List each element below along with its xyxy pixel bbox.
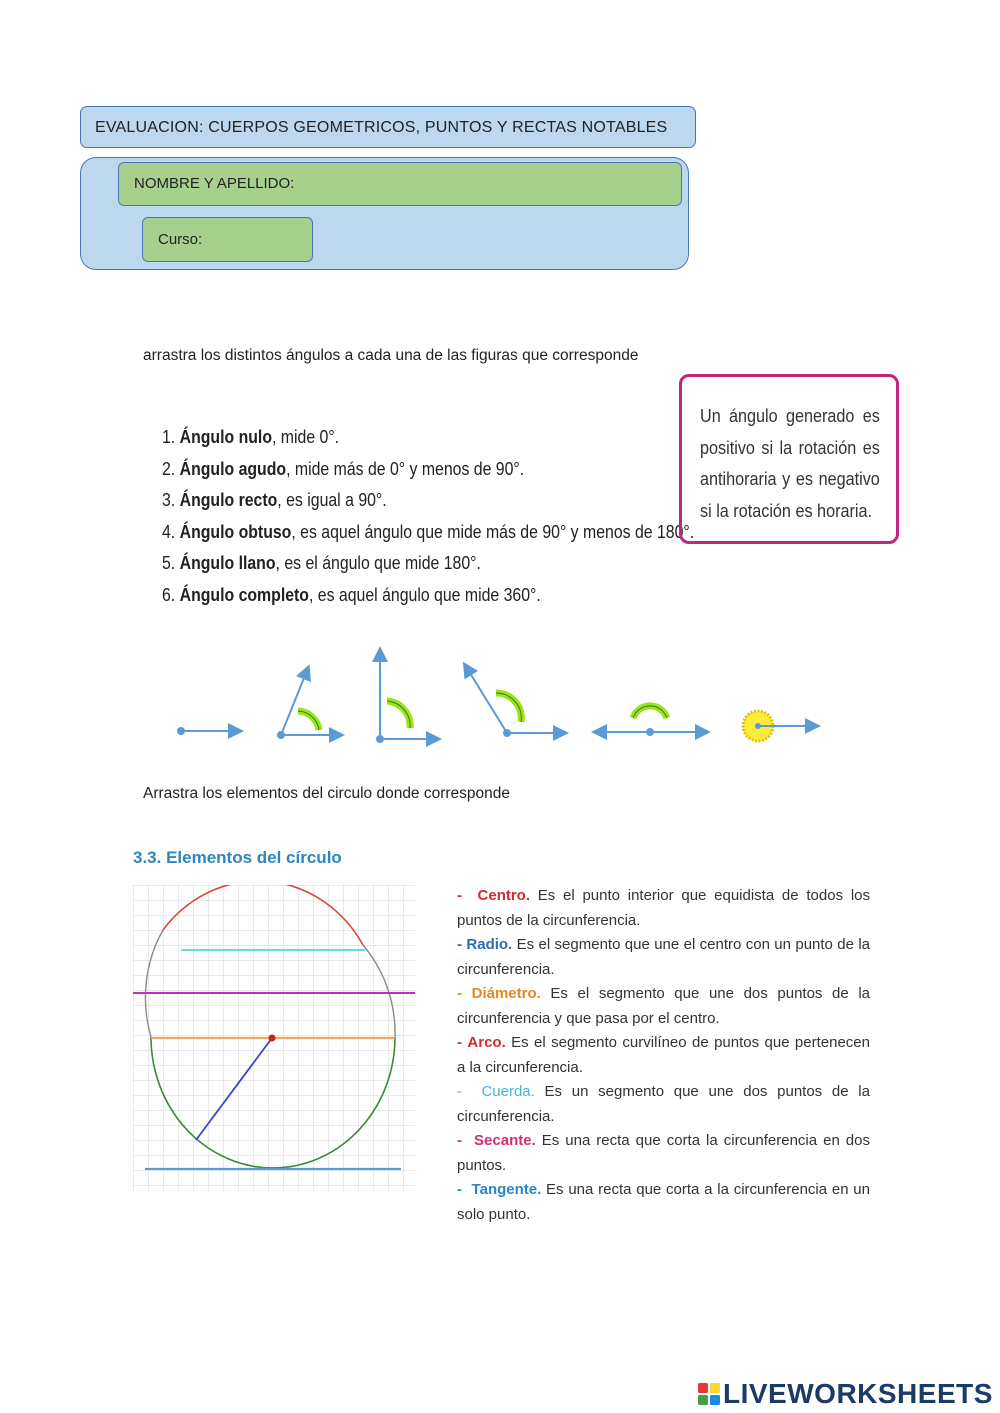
circle-instruction: Arrastra los elementos del circulo donde corresponde	[143, 785, 511, 802]
obtuse-angle-figure[interactable]	[465, 665, 565, 737]
rotation-note: Un ángulo generado es positivo si la rotación es antihoraria y es negativo si la rotación es horaria.	[679, 374, 899, 544]
list-item: - Tangente. Es una recta que corta a la circunferencia en un solo punto.	[457, 1181, 870, 1223]
null-angle-figure[interactable]	[177, 727, 240, 735]
name-field[interactable]: NOMBRE Y APELLIDO:	[118, 162, 682, 206]
acute-angle-figure[interactable]	[277, 668, 341, 739]
list-item: - Radio. Es el segmento que une el centro con un punto de la circunferencia.	[457, 936, 871, 978]
circle-diagram	[133, 885, 415, 1191]
list-item: 5. Ángulo llano, es el ángulo que mide 180°.	[162, 553, 481, 573]
straight-angle-figure[interactable]	[595, 706, 707, 736]
right-angle-figure[interactable]	[376, 650, 438, 743]
list-item: - Secante. Es una recta que corta la circunferencia en dos puntos.	[457, 1132, 870, 1174]
list-item: 3. Ángulo recto, es igual a 90°.	[162, 490, 387, 510]
circle-definitions	[457, 884, 870, 1227]
list-item: 1. Ángulo nulo, mide 0°.	[162, 427, 340, 447]
list-item: 6. Ángulo completo, es aquel ángulo que mide 360°.	[162, 584, 541, 605]
list-item: - Arco. Es el segmento curvilíneo de puntos que pertenecen a la circunferencia.	[457, 1034, 870, 1076]
list-item: 4. Ángulo obtuso, es aquel ángulo que mide más de 90° y menos de 180°.	[162, 521, 695, 542]
logo-badge-icon	[698, 1383, 720, 1405]
list-item: 2. Ángulo agudo, mide más de 0° y menos de 90°.	[162, 458, 525, 479]
list-item: - Diámetro. Es el segmento que une dos puntos de la circunferencia y que pasa por el centro.	[457, 985, 871, 1027]
worksheet-title: EVALUACION: CUERPOS GEOMETRICOS, PUNTOS Y RECTAS NOTABLES	[80, 106, 696, 148]
list-item: - Cuerda. Es un segmento que une dos puntos de la circunferencia.	[457, 1083, 870, 1125]
course-field[interactable]: Curso:	[142, 217, 313, 262]
full-angle-figure[interactable]	[743, 711, 817, 741]
circle-section-title: 3.3. Elementos del círculo	[133, 848, 342, 867]
list-item: - Centro. Es el punto interior que equidista de todos los puntos de la circunferencia.	[457, 887, 870, 929]
liveworksheets-logo: LIVEWORKSHEETS	[698, 1378, 993, 1410]
angle-definitions-list	[162, 423, 767, 612]
angle-figures	[165, 640, 835, 755]
center-drop-zone[interactable]	[269, 1035, 276, 1042]
angles-instruction: arrastra los distintos ángulos a cada una de las figuras que corresponde	[143, 347, 639, 364]
